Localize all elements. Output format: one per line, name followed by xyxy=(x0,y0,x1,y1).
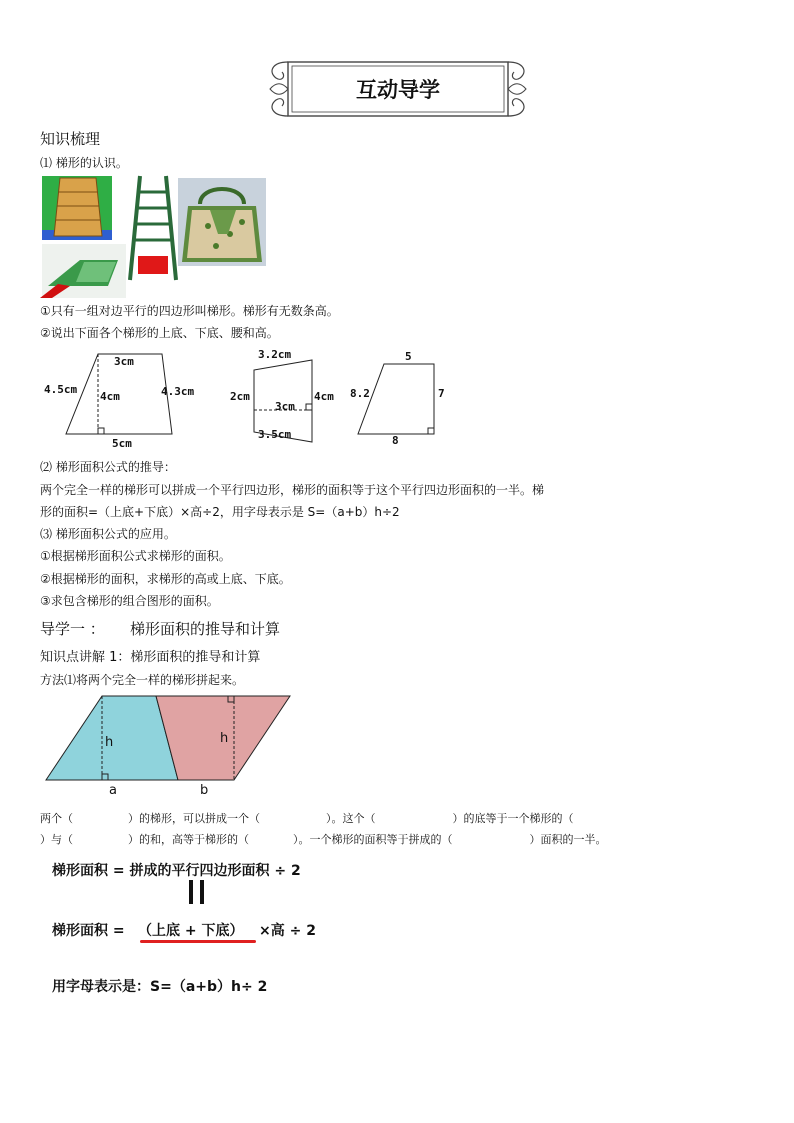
t1-left-label: 4.5cm xyxy=(44,383,78,396)
t2-bottom-label: 3.5cm xyxy=(258,428,292,441)
parallelogram-diagram xyxy=(40,694,300,786)
fill-in-blank-line2: ）与（ ）的和，高等于梯形的（ ）。一个梯形的面积等于拼成的（ ）面积的一半。 xyxy=(40,833,607,846)
para-base-b-label: b xyxy=(200,783,209,798)
title-banner xyxy=(266,58,530,120)
method-instruction: 方法⑴将两个完全一样的梯形拼起来。 xyxy=(40,673,245,687)
t3-left-label: 8.2 xyxy=(350,387,370,400)
t3-bottom-label: 8 xyxy=(392,434,399,447)
equals-bars xyxy=(186,880,208,904)
t2-left-label: 2cm xyxy=(230,390,250,403)
formula-underline xyxy=(140,940,256,943)
guide-heading-number: 导学一 ： xyxy=(40,620,105,638)
t2-height-label: 4cm xyxy=(314,390,334,403)
derivation-paragraph-line1: 两个完全一样的梯形可以拼成一个平行四边形，梯形的面积等于这个平行四边形面积的一半。梯 xyxy=(40,483,545,497)
t3-top-label: 5 xyxy=(405,350,412,363)
fill-in-blank-line1: 两个（ ）的梯形，可以拼成一个（ ）。这个（ ）的底等于一个梯形的（ xyxy=(40,812,574,825)
t1-height-label: 4cm xyxy=(100,390,120,403)
formula-line-2-lhs: 梯形面积 = xyxy=(52,923,125,939)
application-1: ①根据梯形面积公式求梯形的面积。 xyxy=(40,549,231,563)
t1-bottom-label: 5cm xyxy=(112,437,132,450)
formula-line-2-bases: （上底 + 下底） xyxy=(138,923,244,939)
derivation-paragraph-line2: 形的面积=（上底+下底）×高÷2，用字母表示是 S=（a+b）h÷2 xyxy=(40,505,400,519)
t1-right-label: 4.3cm xyxy=(161,385,195,398)
application-3: ③求包含梯形的组合图形的面积。 xyxy=(40,594,219,608)
t2-top-label: 3.2cm xyxy=(258,348,292,361)
item-trapezoid-recognition: ⑴ 梯形的认识。 xyxy=(40,156,128,170)
item-area-formula-derivation: ⑵ 梯形面积公式的推导： xyxy=(40,460,176,474)
t1-top-label: 3cm xyxy=(114,355,134,368)
trapezoid-photo-collage xyxy=(40,174,268,298)
para-base-a-label: a xyxy=(109,783,117,798)
para-height-label-right: h xyxy=(220,731,229,746)
t3-right-label: 7 xyxy=(438,387,445,400)
bag-photo xyxy=(178,178,266,266)
ladder-photo xyxy=(130,176,176,280)
trapezoid-definition: ①只有一组对边平行的四边形叫梯形。梯形有无数条高。 xyxy=(40,304,339,318)
formula-letters: 用字母表示是：S=（a+b）h÷ 2 xyxy=(52,979,268,995)
page-title: 互动导学 xyxy=(356,77,440,102)
field-photo xyxy=(40,244,126,298)
para-height-label-left: h xyxy=(105,735,114,750)
formula-line-1: 梯形面积 = 拼成的平行四边形面积 ÷ 2 xyxy=(52,863,301,879)
cabinet-photo xyxy=(42,176,112,240)
knowledge-point-heading: 知识点讲解 1：梯形面积的推导和计算 xyxy=(40,650,261,665)
item-formula-application: ⑶ 梯形面积公式的应用。 xyxy=(40,527,176,541)
t2-mid-label: 3cm xyxy=(275,400,295,413)
application-2: ②根据梯形的面积，求梯形的高或上底、下底。 xyxy=(40,572,291,586)
section-heading-knowledge: 知识梳理 xyxy=(40,130,101,148)
trapezoid-identify-instruction: ②说出下面各个梯形的上底、下底、腰和高。 xyxy=(40,326,279,340)
guide-heading-title: 梯形面积的推导和计算 xyxy=(130,620,281,638)
formula-line-2-rest: ×高 ÷ 2 xyxy=(259,923,316,939)
